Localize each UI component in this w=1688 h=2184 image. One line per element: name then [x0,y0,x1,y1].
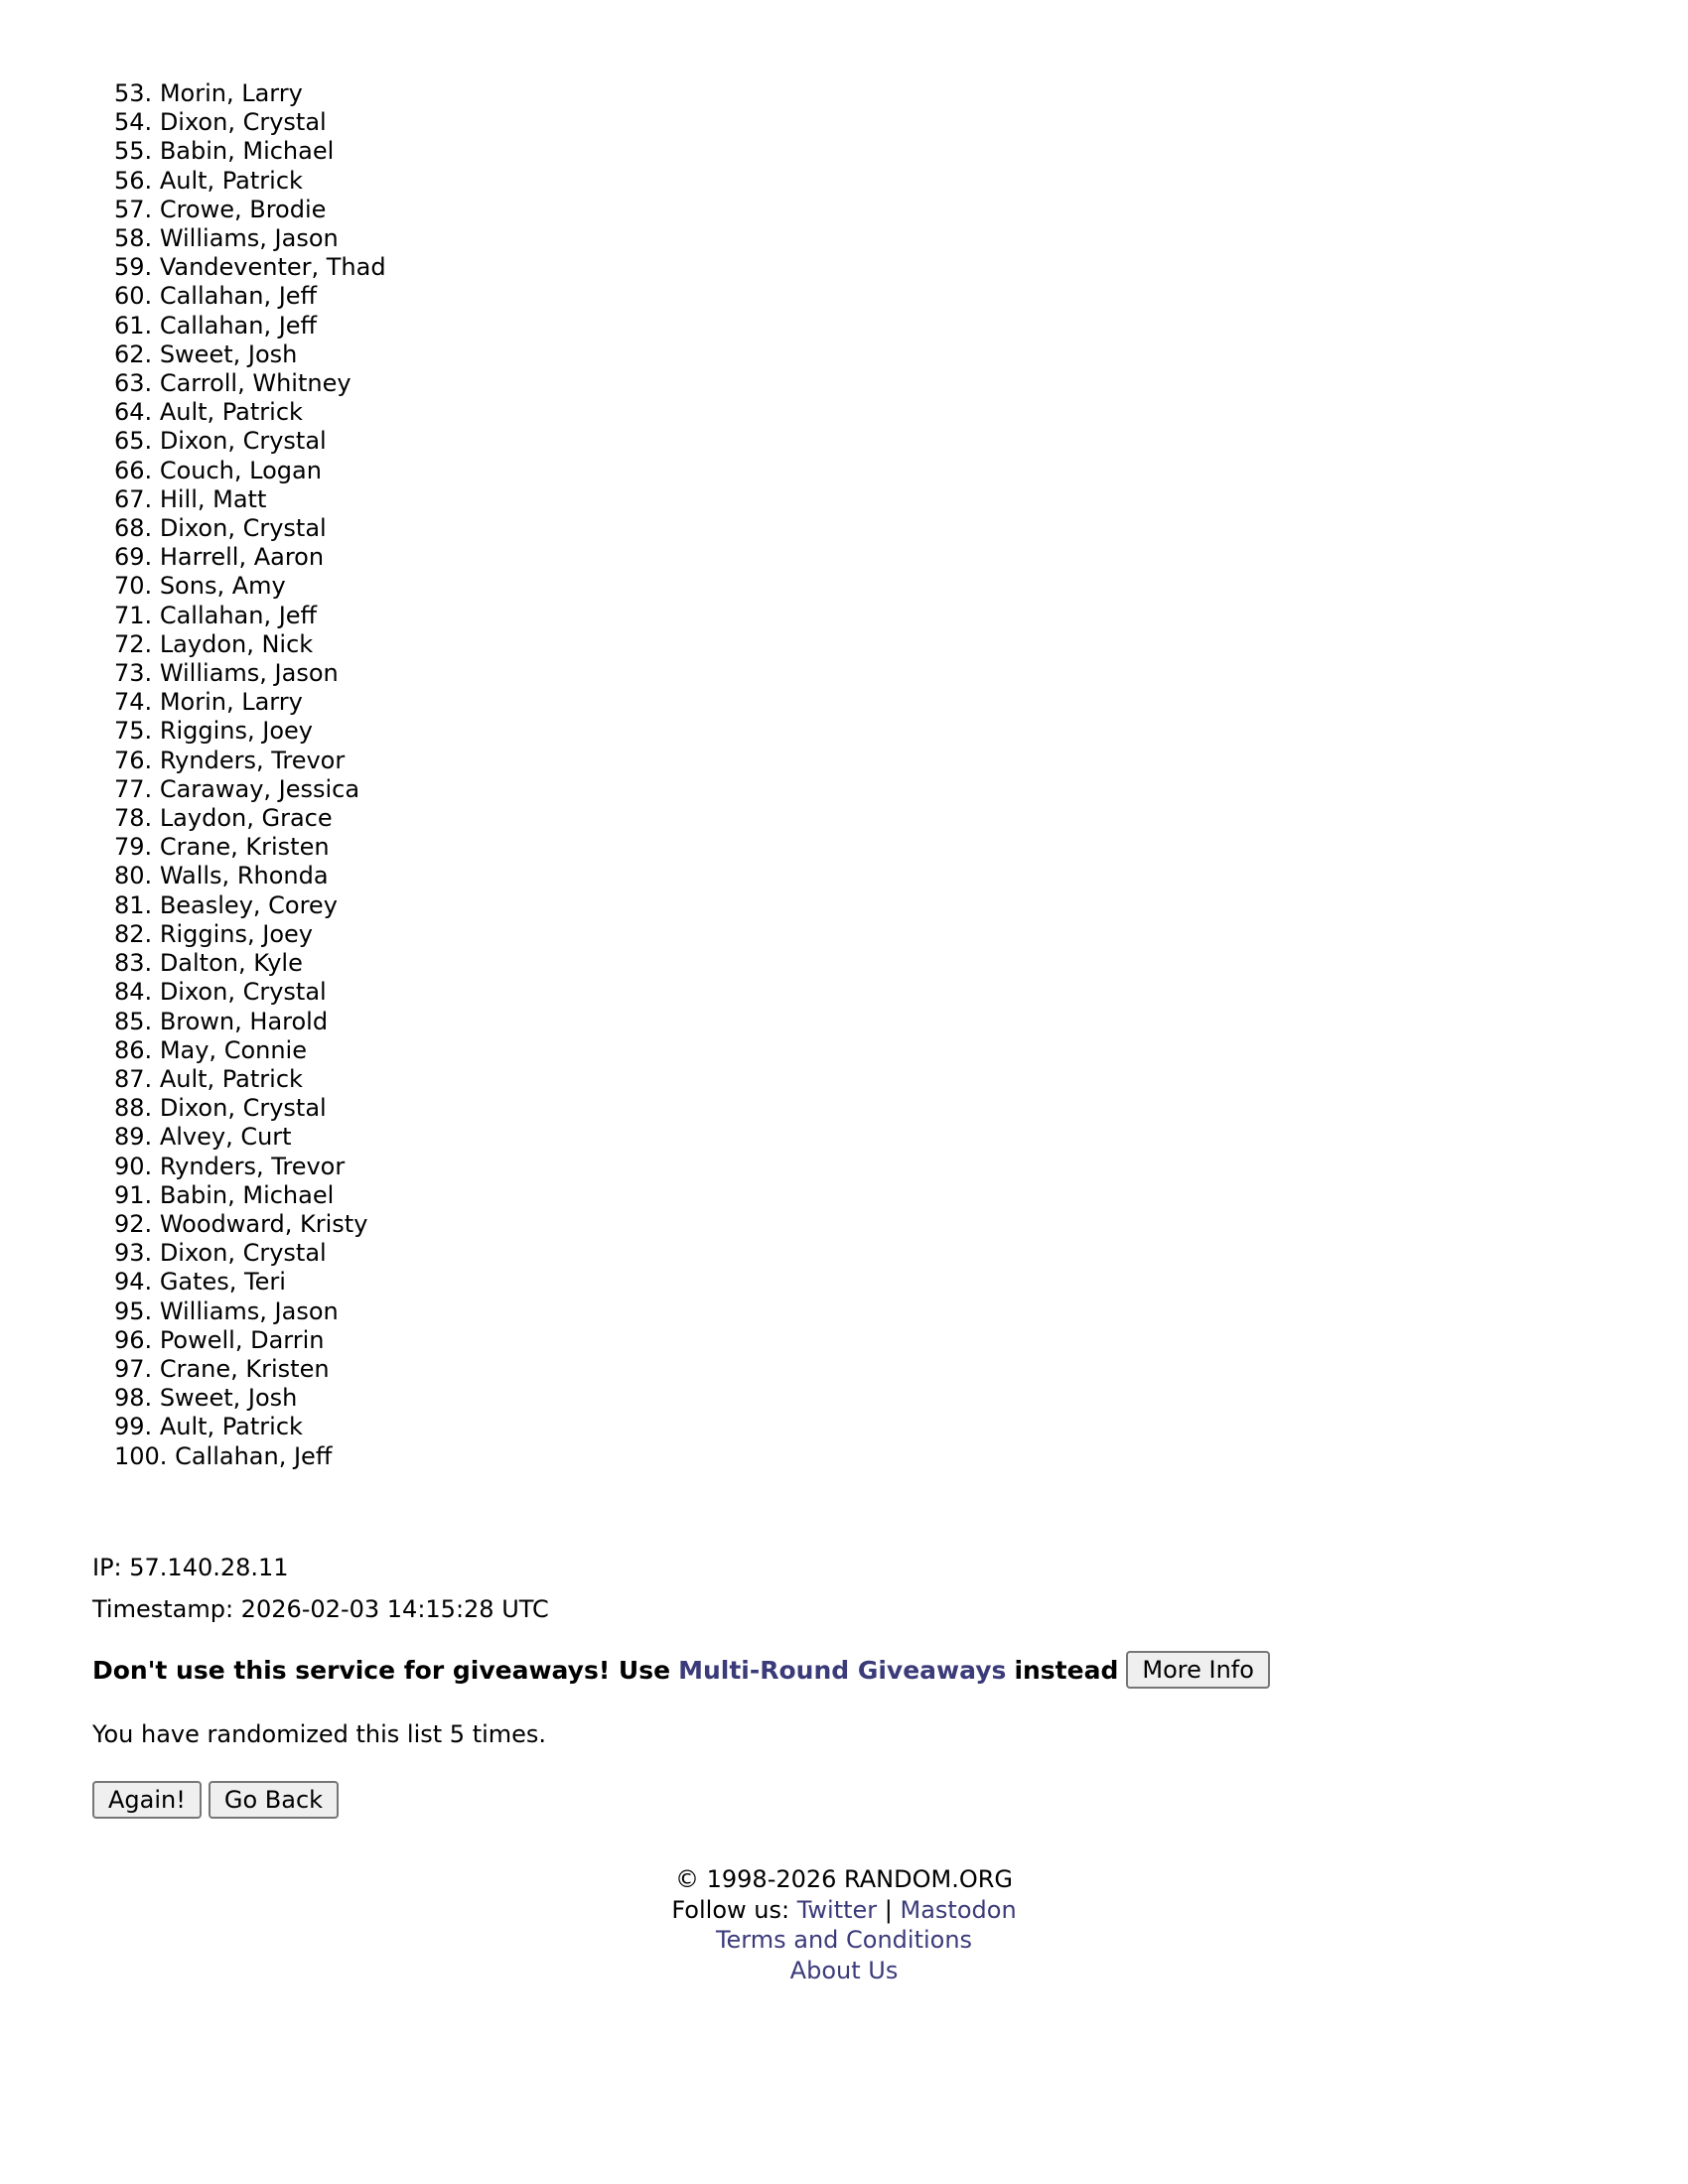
list-item-name: Brown, Harold [159,1007,329,1035]
list-item-name: Powell, Darrin [159,1325,325,1354]
list-item-name: Hill, Matt [159,484,267,513]
list-item-name: Beasley, Corey [159,890,338,919]
randomized-count-text: You have randomized this list 5 times. [92,1720,547,1748]
list-item [114,1442,386,1471]
list-item-number: 100. [114,1441,168,1470]
list-item-name: Riggins, Joey [159,919,313,948]
list-item [114,804,386,833]
copyright: © 1998-2026 RANDOM.ORG [674,1865,1014,1893]
list-item-number: 74. [114,688,153,717]
list-item [114,747,386,775]
list-item [114,341,386,369]
list-item [114,514,386,543]
list-item [114,602,386,630]
list-item-number: 69. [114,543,153,572]
list-item [114,543,386,572]
action-buttons [92,1781,339,1819]
list-item-number: 76. [114,746,153,774]
list-item [114,1065,386,1094]
twitter-link[interactable]: Twitter [796,1895,878,1924]
list-item-name: Woodward, Kristy [159,1209,368,1238]
list-item-name: Ault, Patrick [159,398,303,427]
list-item-name: Dalton, Kyle [159,949,303,978]
list-item-number: 98. [114,1384,153,1413]
list-item-name: Vandeventer, Thad [159,253,386,282]
list-item-name: Rynders, Trevor [159,1152,346,1180]
list-item-name: Caraway, Jessica [159,774,360,803]
list-item [114,659,386,688]
list-item-name: Riggins, Joey [159,717,313,746]
list-item [114,427,386,456]
list-item-name: Dixon, Crystal [159,108,327,137]
list-item-name: Dixon, Crystal [159,1239,327,1268]
list-item [114,224,386,253]
list-item-number: 91. [114,1180,153,1209]
list-item-name: Alvey, Curt [159,1123,292,1152]
giveaway-warning-suffix: instead [1014,1655,1119,1685]
list-item-number: 53. [114,79,153,107]
randomized-name-list [114,79,386,1471]
list-item [114,920,386,949]
list-item-name: Crowe, Brodie [159,195,327,223]
list-item-name: Dixon, Crystal [159,978,327,1007]
list-item-name: Williams, Jason [159,1297,339,1325]
list-item-number: 73. [114,659,153,688]
list-item-name: Crane, Kristen [159,1354,330,1383]
list-item-name: Ault, Patrick [159,166,303,195]
list-item-number: 67. [114,484,153,513]
list-item-name: Sweet, Josh [159,340,298,368]
list-item-number: 59. [114,253,153,282]
list-item-name: Carroll, Whitney [159,369,352,398]
list-item-name: Gates, Teri [159,1268,286,1297]
list-item-number: 88. [114,1094,153,1123]
list-item-name: Morin, Larry [159,79,303,107]
list-item-number: 90. [114,1152,153,1180]
list-item-name: Williams, Jason [159,659,339,688]
list-item-number: 84. [114,978,153,1007]
list-item-name: Callahan, Jeff [159,601,318,629]
list-item [114,1153,386,1181]
list-item-name: Morin, Larry [159,688,303,717]
list-item [114,1036,386,1065]
about-us-link[interactable]: About Us [789,1956,899,1984]
list-item [114,949,386,978]
multi-round-giveaways-link[interactable]: Multi-Round Giveaways [678,1655,1007,1685]
list-item [114,891,386,920]
list-item-number: 56. [114,166,153,195]
list-item-number: 68. [114,514,153,543]
footer [0,1864,1688,1985]
list-item-number: 87. [114,1064,153,1093]
list-item [114,108,386,137]
list-item [114,1268,386,1297]
list-item-number: 65. [114,427,153,456]
list-item-number: 60. [114,282,153,311]
list-item-number: 66. [114,456,153,484]
list-item-name: Ault, Patrick [159,1064,303,1093]
list-item [114,978,386,1007]
timestamp: Timestamp: 2026-02-03 14:15:28 UTC [92,1595,549,1623]
list-item [114,572,386,601]
list-item [114,1123,386,1152]
list-item-number: 63. [114,369,153,398]
list-item [114,1297,386,1326]
list-item-name: Sons, Amy [159,572,286,601]
giveaway-warning-prefix: Don't use this service for giveaways! Use [92,1655,671,1685]
list-item [114,833,386,862]
list-item-number: 61. [114,311,153,340]
list-item [114,1181,386,1210]
list-item [114,1094,386,1123]
follow-us-label: Follow us: [671,1895,790,1924]
more-info-button[interactable]: More Info [1126,1651,1270,1689]
footer-separator: | [884,1895,893,1924]
list-item [114,312,386,341]
list-item-number: 55. [114,137,153,166]
list-item-number: 93. [114,1239,153,1268]
list-item-number: 72. [114,629,153,658]
list-item-name: Sweet, Josh [159,1384,298,1413]
list-item-number: 78. [114,804,153,833]
list-item [114,1210,386,1239]
list-item-name: Babin, Michael [159,1180,335,1209]
list-item-number: 89. [114,1123,153,1152]
list-item [114,457,386,485]
list-item [114,717,386,746]
follow-us [0,1895,1688,1926]
list-item [114,398,386,427]
list-item [114,688,386,717]
list-item-name: Walls, Rhonda [159,862,329,890]
list-item [114,485,386,514]
list-item-name: Couch, Logan [159,456,322,484]
list-item [114,1008,386,1036]
list-item [114,862,386,890]
list-item-number: 64. [114,398,153,427]
list-item-number: 99. [114,1413,153,1441]
list-item [114,253,386,282]
list-item-number: 96. [114,1325,153,1354]
list-item-name: Ault, Patrick [159,1413,303,1441]
list-item [114,369,386,398]
list-item-name: Callahan, Jeff [159,282,318,311]
list-item-number: 79. [114,833,153,862]
list-item-number: 81. [114,890,153,919]
list-item-name: Babin, Michael [159,137,335,166]
list-item-number: 83. [114,949,153,978]
mastodon-link[interactable]: Mastodon [900,1895,1017,1924]
list-item-name: Rynders, Trevor [159,746,346,774]
go-back-button[interactable]: Go Back [209,1781,339,1819]
list-item-number: 95. [114,1297,153,1325]
list-item-number: 54. [114,108,153,137]
list-item-number: 97. [114,1354,153,1383]
list-item-number: 75. [114,717,153,746]
list-item-number: 57. [114,195,153,223]
giveaway-warning [92,1651,1270,1689]
list-item [114,1384,386,1413]
list-item-name: May, Connie [159,1035,307,1064]
list-item-number: 58. [114,224,153,253]
list-item-number: 86. [114,1035,153,1064]
again-button[interactable]: Again! [92,1781,202,1819]
terms-link[interactable]: Terms and Conditions [715,1926,973,1954]
list-item [114,196,386,224]
list-item [114,1355,386,1384]
list-item [114,1239,386,1268]
list-item [114,1413,386,1441]
list-item-number: 80. [114,862,153,890]
list-item-number: 62. [114,340,153,368]
list-item-number: 71. [114,601,153,629]
list-item-number: 94. [114,1268,153,1297]
list-item-number: 77. [114,774,153,803]
list-item [114,630,386,659]
list-item [114,137,386,166]
list-item [114,1326,386,1355]
ip-address: IP: 57.140.28.11 [92,1554,289,1581]
list-item-name: Callahan, Jeff [159,311,318,340]
list-item-number: 85. [114,1007,153,1035]
list-item-name: Dixon, Crystal [159,1094,327,1123]
list-item-number: 92. [114,1209,153,1238]
list-item [114,79,386,108]
list-item-name: Dixon, Crystal [159,427,327,456]
list-item-name: Dixon, Crystal [159,514,327,543]
list-item [114,167,386,196]
list-item-name: Williams, Jason [159,224,339,253]
list-item-name: Harrell, Aaron [159,543,325,572]
list-item-name: Laydon, Nick [159,629,314,658]
list-item-name: Callahan, Jeff [175,1441,333,1470]
list-item [114,775,386,804]
list-item-name: Laydon, Grace [159,804,333,833]
list-item-number: 82. [114,919,153,948]
list-item [114,282,386,311]
list-item-name: Crane, Kristen [159,833,330,862]
list-item-number: 70. [114,572,153,601]
